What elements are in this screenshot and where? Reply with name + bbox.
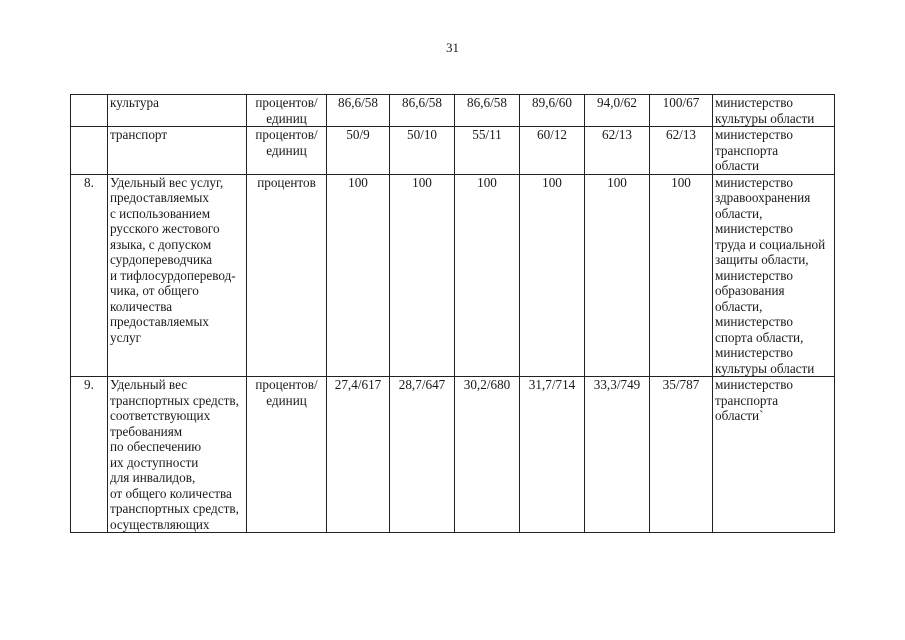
indicator-name-line: Удельный вес — [110, 377, 188, 392]
indicator-name-line: для инвалидов, — [110, 470, 196, 485]
responsible-line: здравоохранения — [715, 190, 811, 205]
value-cell: 50/10 — [390, 127, 455, 175]
indicator-name-line: осуществляющих — [110, 516, 210, 532]
value-cell: 28,7/647 — [390, 377, 455, 533]
unit-cell — [247, 95, 327, 127]
row-number-cell — [71, 127, 108, 175]
indicator-name-line: транспортных средств, — [110, 501, 239, 516]
indicator-name-line: русского жестового — [110, 221, 220, 236]
value-cell: 100/67 — [650, 95, 713, 127]
value-cell: 30,2/680 — [455, 377, 520, 533]
responsible-line: министерство — [715, 345, 793, 360]
unit-line: процентов — [257, 174, 316, 190]
responsible-line: области, — [715, 298, 763, 314]
indicator-name-line: по обеспечению — [110, 439, 202, 454]
indicators-table — [70, 94, 835, 533]
responsible-cell — [713, 174, 835, 377]
indicator-name-line: соответствующих — [110, 408, 211, 423]
indicator-name-line: их доступности — [110, 454, 199, 470]
unit-line: процентов/ — [255, 95, 318, 110]
indicator-name-line: с использованием — [110, 205, 211, 221]
value-cell: 100 — [327, 174, 390, 377]
responsible-line: области, — [715, 205, 763, 221]
unit-line: единиц — [266, 142, 307, 158]
table-row — [71, 127, 835, 175]
value-cell: 35/787 — [650, 377, 713, 533]
responsible-line: области — [715, 158, 760, 173]
indicator-name-line: языка, с допуском — [110, 236, 212, 252]
table-row — [71, 95, 835, 127]
indicator-name-line: транспорт — [110, 127, 168, 142]
value-cell: 86,6/58 — [327, 95, 390, 127]
page-number: 31 — [446, 40, 459, 55]
responsible-line: министерство — [715, 314, 793, 329]
value-cell: 100 — [390, 174, 455, 377]
responsible-cell — [713, 377, 835, 533]
indicator-name-line: чика, от общего — [110, 283, 199, 298]
value-cell: 100 — [520, 174, 585, 377]
indicator-name-line: и тифлосурдоперевод- — [110, 267, 236, 283]
indicator-name-cell — [108, 377, 247, 533]
responsible-line: министерство — [715, 377, 793, 392]
responsible-line: транспорта — [715, 142, 779, 158]
responsible-line: министерство — [715, 221, 793, 236]
value-cell: 33,3/749 — [585, 377, 650, 533]
indicator-name-cell — [108, 95, 247, 127]
unit-line: процентов/ — [255, 377, 318, 392]
responsible-line: культуры области — [715, 360, 815, 376]
responsible-line: транспорта — [715, 392, 779, 408]
value-cell: 86,6/58 — [390, 95, 455, 127]
responsible-line: области` — [715, 408, 764, 423]
indicator-name-cell — [108, 174, 247, 377]
indicator-name-line: Удельный вес услуг, — [110, 174, 224, 190]
indicator-name-line: количества — [110, 298, 173, 314]
value-cell: 94,0/62 — [585, 95, 650, 127]
unit-cell — [247, 127, 327, 175]
row-number-cell: 8. — [71, 174, 108, 377]
row-number-cell: 9. — [71, 377, 108, 533]
value-cell: 27,4/617 — [327, 377, 390, 533]
value-cell: 31,7/714 — [520, 377, 585, 533]
responsible-line: министерство — [715, 127, 793, 142]
value-cell: 100 — [585, 174, 650, 377]
value-cell: 55/11 — [455, 127, 520, 175]
value-cell: 60/12 — [520, 127, 585, 175]
table-row — [71, 377, 835, 533]
indicator-name-line: от общего количества — [110, 485, 232, 501]
indicator-name-line: культура — [110, 95, 159, 110]
indicator-name-line: сурдопереводчика — [110, 252, 213, 267]
value-cell: 100 — [650, 174, 713, 377]
row-number-cell — [71, 95, 108, 127]
indicator-name-line: предоставляемых — [110, 190, 209, 205]
responsible-line: труда и социальной — [715, 236, 826, 252]
responsible-line: министерство — [715, 174, 793, 190]
value-cell: 62/13 — [650, 127, 713, 175]
indicator-name-line: транспортных средств, — [110, 392, 239, 408]
indicator-name-cell — [108, 127, 247, 175]
unit-line: единиц — [266, 392, 307, 408]
value-cell: 100 — [455, 174, 520, 377]
responsible-cell — [713, 127, 835, 175]
unit-line: единиц — [266, 110, 307, 126]
indicator-name-line: требованиям — [110, 423, 183, 439]
responsible-line: министерство — [715, 267, 793, 283]
unit-cell — [247, 174, 327, 377]
table-row — [71, 174, 835, 377]
value-cell: 86,6/58 — [455, 95, 520, 127]
value-cell: 50/9 — [327, 127, 390, 175]
responsible-cell — [713, 95, 835, 127]
value-cell: 62/13 — [585, 127, 650, 175]
responsible-line: культуры области — [715, 110, 815, 126]
responsible-line: защиты области, — [715, 252, 809, 267]
responsible-line: министерство — [715, 95, 793, 110]
indicator-name-line: услуг — [110, 329, 142, 345]
responsible-line: спорта области, — [715, 329, 804, 345]
responsible-line: образования — [715, 283, 785, 298]
unit-cell — [247, 377, 327, 533]
unit-line: процентов/ — [255, 127, 318, 142]
indicator-name-line: предоставляемых — [110, 314, 209, 329]
value-cell: 89,6/60 — [520, 95, 585, 127]
